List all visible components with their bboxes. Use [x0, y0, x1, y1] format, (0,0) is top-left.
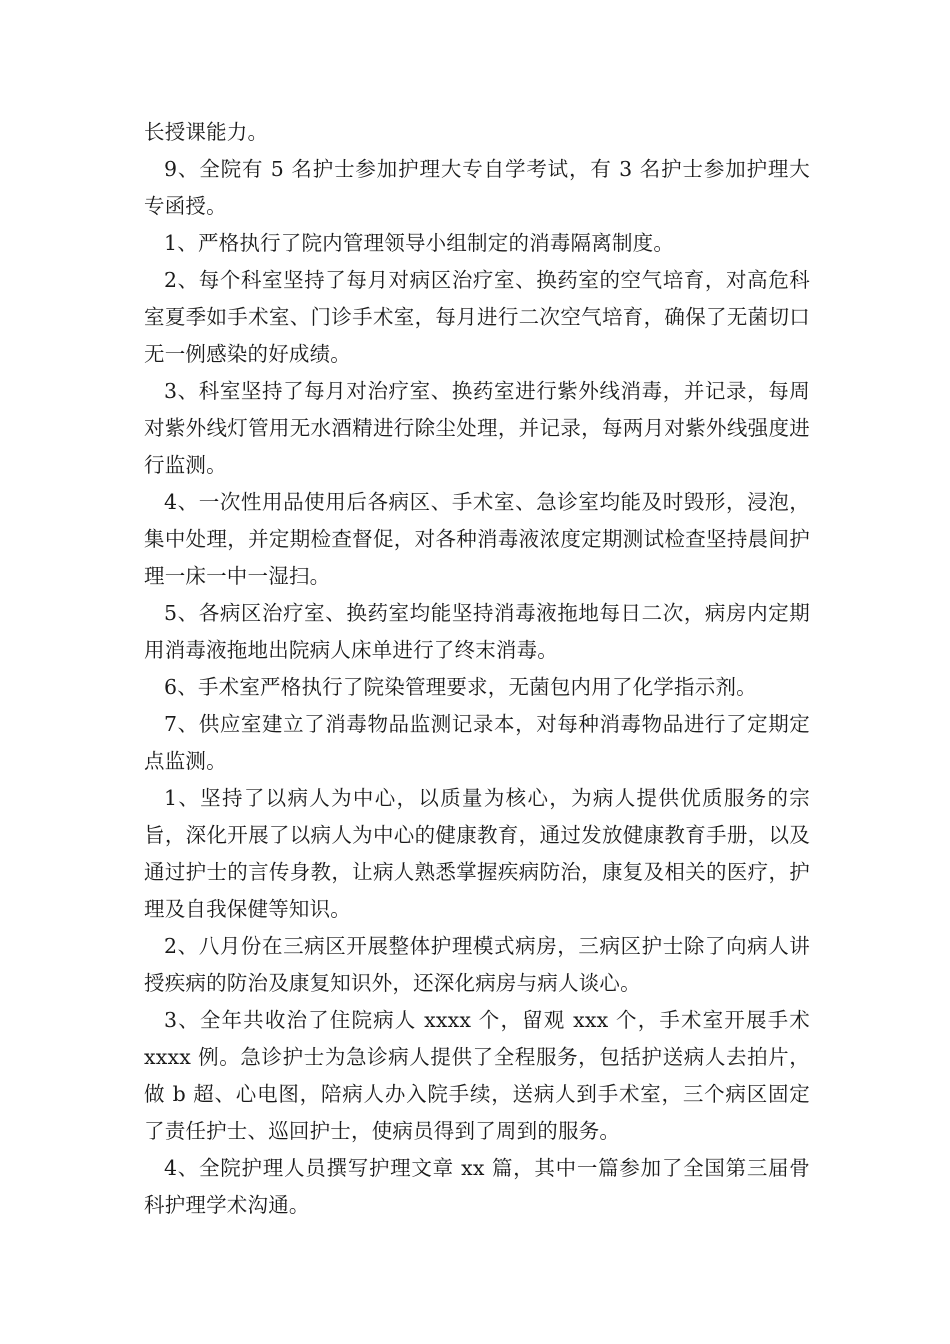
paragraph: 7、供应室建立了消毒物品监测记录本，对每种消毒物品进行了定期定点监测。 — [144, 712, 810, 773]
paragraph: 3、科室坚持了每月对治疗室、换药室进行紫外线消毒，并记录，每周对紫外线灯管用无水酒精进行除尘处理，并记录，每两月对紫外线强度进行监测。 — [144, 379, 810, 477]
paragraph: 6、手术室严格执行了院染管理要求，无菌包内用了化学指示剂。 — [164, 675, 757, 699]
paragraph: 4、全院护理人员撰写护理文章 xx 篇，其中一篇参加了全国第三届骨科护理学术沟通。 — [144, 1156, 810, 1217]
paragraph: 4、一次性用品使用后各病区、手术室、急诊室均能及时毁形，浸泡，集中处理，并定期检查督促，对各种消毒液浓度定期测试检查坚持晨间护理一床一中一湿扫。 — [144, 490, 810, 588]
paragraph: 5、各病区治疗室、换药室均能坚持消毒液拖地每日二次，病房内定期用消毒液拖地出院病人床单进行了终末消毒。 — [144, 601, 810, 662]
paragraph: 1、坚持了以病人为中心，以质量为核心，为病人提供优质服务的宗旨，深化开展了以病人为中心的健康教育，通过发放健康教育手册，以及通过护士的言传身教，让病人熟悉掌握疾病防治，康复及相关的医疗，护理及自我保健等知识。 — [144, 786, 810, 921]
paragraph: 长授课能力。 — [144, 120, 269, 144]
paragraph: 3、全年共收治了住院病人 xxxx 个，留观 xxx 个，手术室开展手术 xxxx 例。急诊护士为急诊病人提供了全程服务，包括护送病人去拍片，做 b 超、心电图，陪病人办入院手续，送病人到手术室，三个病区固定了责任护士、巡回护士，使病员得到了周到的服务。 — [144, 1008, 810, 1143]
paragraph: 2、八月份在三病区开展整体护理模式病房，三病区护士除了向病人讲授疾病的防治及康复知识外，还深化病房与病人谈心。 — [144, 934, 810, 995]
paragraph: 2、每个科室坚持了每月对病区治疗室、换药室的空气培育，对高危科室夏季如手术室、门诊手术室，每月进行二次空气培育，确保了无菌切口无一例感染的好成绩。 — [144, 268, 810, 366]
document-body — [144, 114, 810, 1224]
paragraph: 1、严格执行了院内管理领导小组制定的消毒隔离制度。 — [164, 231, 675, 255]
paragraph: 9、全院有 5 名护士参加护理大专自学考试，有 3 名护士参加护理大专函授。 — [144, 157, 810, 218]
